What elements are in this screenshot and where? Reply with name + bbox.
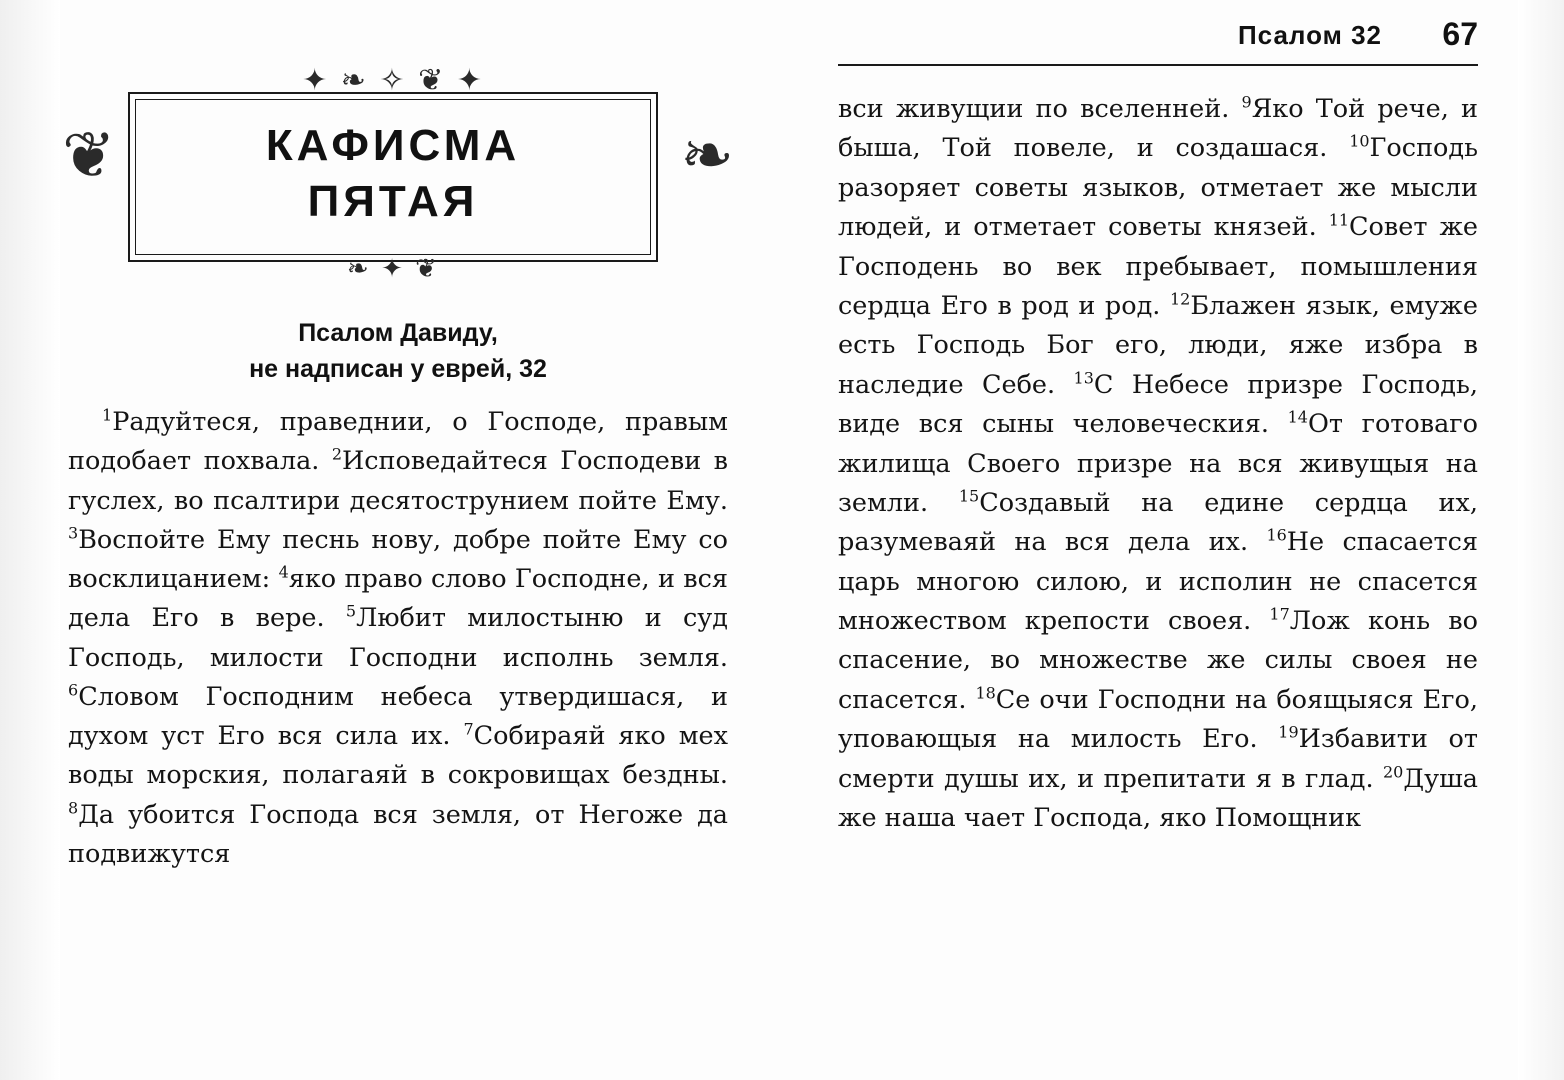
- header-rule: [838, 64, 1478, 66]
- verse-number: 20: [1382, 762, 1404, 782]
- psalm-heading-line2: не надписан у еврей, 32: [249, 354, 547, 383]
- verse-number: 3: [68, 523, 79, 543]
- verse-text: Создавый на едине сердца их, разумеваяй на вся дела их.: [838, 487, 1478, 558]
- verse-text: Господь разоряет советы языков, отметает же мысли людей, и отметает советы князей.: [838, 133, 1478, 243]
- psalm-heading: [68, 316, 728, 387]
- verse-number: 9: [1241, 92, 1252, 112]
- running-head: [838, 16, 1478, 76]
- right-page-body: [838, 90, 1478, 838]
- ornament-right-flourish-icon: ❧: [680, 119, 734, 193]
- verse-text: От готоваго жилища Своего призре на вся живущыя на земли.: [838, 409, 1479, 518]
- verse-text: Не спасается царь многою силою, и исполин не спасется множеством крепости своея.: [838, 527, 1479, 637]
- verse-text: Воспойте Ему песнь нову, добре пойте Ему со восклицанием:: [68, 524, 728, 595]
- verse-text: Исповедайтеся Господеви в гуслех, во псалтири десятострунием пойте Ему.: [68, 446, 729, 516]
- verse-text: Да убоится Господа вся земля, от Негоже да подвижутся: [68, 799, 728, 869]
- verse-number: 8: [68, 798, 79, 818]
- verse-text: Избавити от смерти душы их, и препитати я в глад.: [838, 724, 1478, 794]
- verse-text: С Небесе призре Господь, виде вся сыны человеческия.: [838, 369, 1478, 440]
- verse-number: 10: [1349, 131, 1370, 151]
- verse-number: 6: [68, 680, 79, 700]
- verse-number: 13: [1073, 368, 1094, 388]
- verse-number: 19: [1278, 722, 1299, 742]
- verse-number: 11: [1328, 210, 1350, 230]
- verse-text: Любит милостыню и суд Господь, милости Господни исполнь земля.: [68, 603, 729, 673]
- ornament-bottom-flourish-icon: ❧ ✦ ❦: [347, 254, 439, 284]
- verse-number: 7: [463, 719, 474, 739]
- verse-text: Собираяй яко мех воды морския, полагаяй в сокровищах бездны.: [68, 721, 728, 791]
- verse-text: Яко Той рече, и быша, Той повеле, и создашася.: [838, 94, 1478, 164]
- verse-text: Душа же наша чает Господа, яко Помощник: [838, 763, 1478, 834]
- right-page: [838, 16, 1479, 1060]
- verse-text: Лож конь во спасение, во множестве же силы своея не спасется.: [838, 606, 1479, 715]
- verse-text: Совет же Господень во век пребывает, помышления сердца Его в род и род.: [838, 212, 1478, 321]
- verse-text: Радуйтеся, праведнии, о Господе, правым подобает похвала.: [68, 407, 728, 477]
- verse-number: 17: [1269, 604, 1290, 624]
- verse-text: яко право слово Господне, и вся дела Его в вере.: [68, 564, 728, 634]
- verse-text: Блажен язык, емуже есть Господь Бог его, люди, яже избра в наследие Себе.: [838, 290, 1478, 400]
- verse-number: 16: [1266, 525, 1287, 545]
- verse-number: 18: [975, 683, 996, 703]
- kathisma-title-line1: КАФИСМА: [265, 121, 521, 170]
- ornament-top-flourish-icon: ✦ ❧ ✧ ❦ ✦: [302, 63, 484, 98]
- verse-number: 14: [1287, 407, 1308, 427]
- running-head-title: Псалом 32: [1237, 20, 1382, 50]
- verse-number: 2: [331, 444, 343, 464]
- verse-text: Словом Господним небеса утвердишася, и духом уст Его вся сила их.: [68, 681, 728, 752]
- kathisma-title-line2: ПЯТАЯ: [307, 177, 479, 227]
- verse-number: 12: [1169, 289, 1191, 309]
- kathisma-ornament-header: [62, 63, 734, 290]
- verse-text: вси живущии по вселенней.: [838, 94, 1230, 124]
- verse-number: 15: [958, 486, 980, 506]
- left-page-body: [68, 403, 728, 874]
- kathisma-title: [128, 118, 658, 231]
- verse-number: 1: [102, 405, 113, 425]
- left-page: [62, 20, 734, 1060]
- verse-text: Се очи Господни на боящыяся Его, уповающыя на милость Его.: [838, 684, 1479, 755]
- page-number: 67: [1442, 16, 1478, 52]
- ornament-left-flourish-icon: ❦: [62, 119, 116, 193]
- verse-number: 4: [278, 562, 289, 582]
- psalm-heading-line1: Псалом Давиду,: [298, 319, 498, 347]
- verse-number: 5: [345, 601, 357, 621]
